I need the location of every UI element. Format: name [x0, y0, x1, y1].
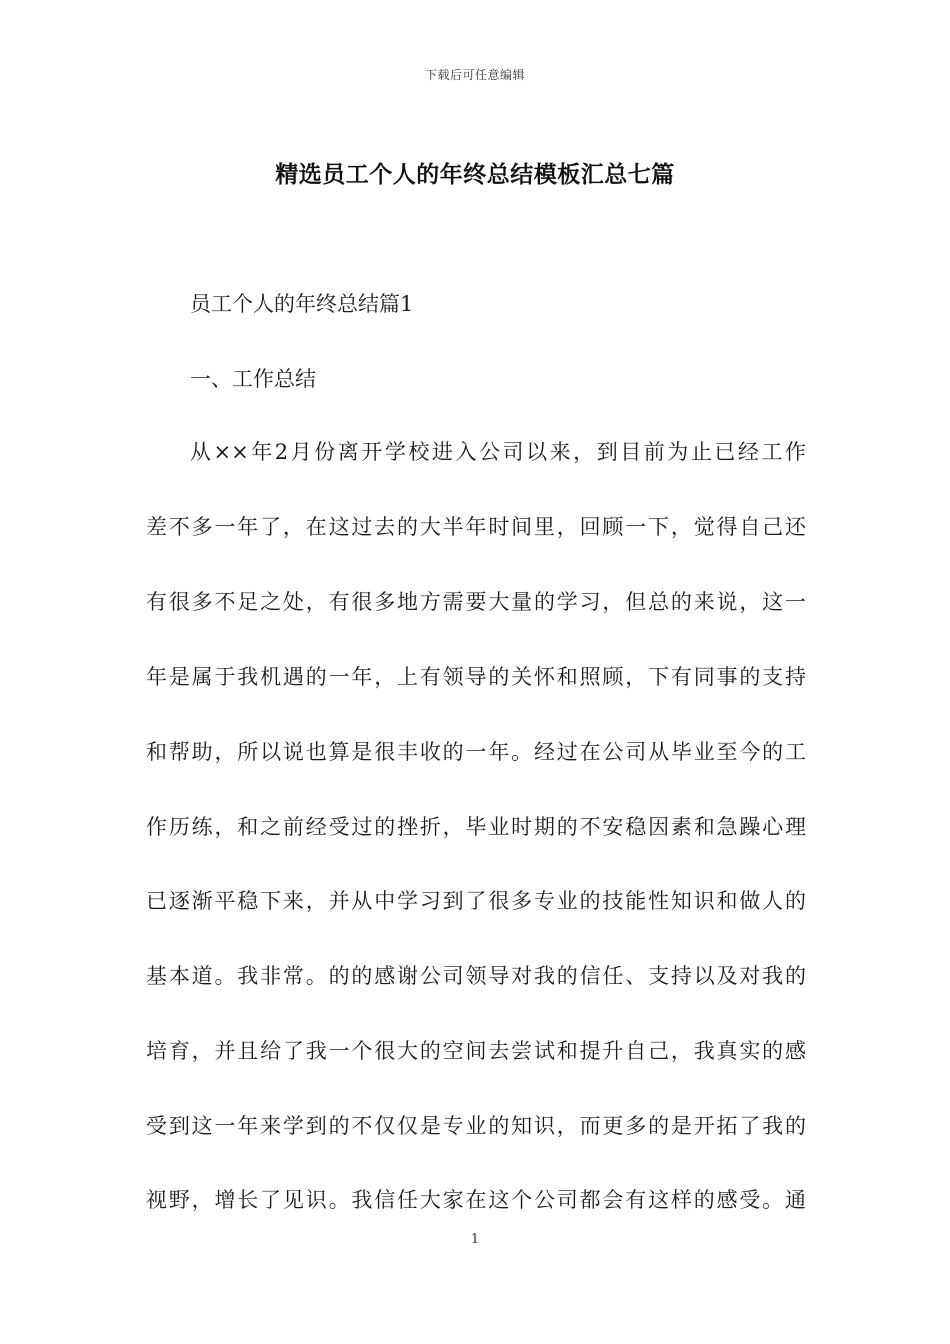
- subheading: 一、工作总结: [190, 367, 316, 391]
- paragraph-line: 作历练，和之前经受过的挫折，毕业时期的不安稳因素和急躁心理: [146, 815, 806, 839]
- header-note: 下载后可任意编辑: [424, 68, 525, 82]
- paragraph-line: 基本道。我非常。的的感谢公司领导对我的信任、支持以及对我的: [146, 964, 806, 988]
- paragraph-line: 有很多不足之处，有很多地方需要大量的学习，但总的来说，这一: [146, 590, 806, 614]
- paragraph-line: 视野，增长了见识。我信任大家在这个公司都会有这样的感受。通: [146, 1188, 806, 1212]
- paragraph-line: 培育，并且给了我一个很大的空间去尝试和提升自己，我真实的感: [146, 1039, 806, 1063]
- paragraph-line: 和帮助，所以说也算是很丰收的一年。经过在公司从毕业至今的工: [146, 740, 806, 764]
- document-title: 精选员工个人的年终总结模板汇总七篇: [275, 161, 675, 188]
- paragraph-line: 已逐渐平稳下来，并从中学习到了很多专业的技能性知识和做人的: [146, 889, 806, 913]
- section-heading: 员工个人的年终总结篇1: [190, 292, 414, 316]
- paragraph-line: 从××年2月份离开学校进入公司以来，到目前为止已经工作: [190, 440, 806, 464]
- paragraph-line: 差不多一年了，在这过去的大半年时间里，回顾一下，觉得自己还: [146, 515, 806, 539]
- paragraph-line: 受到这一年来学到的不仅仅是专业的知识，而更多的是开拓了我的: [146, 1114, 806, 1138]
- paragraph-line: 年是属于我机遇的一年，上有领导的关怀和照顾，下有同事的支持: [146, 665, 806, 689]
- page-number: 1: [470, 1232, 480, 1247]
